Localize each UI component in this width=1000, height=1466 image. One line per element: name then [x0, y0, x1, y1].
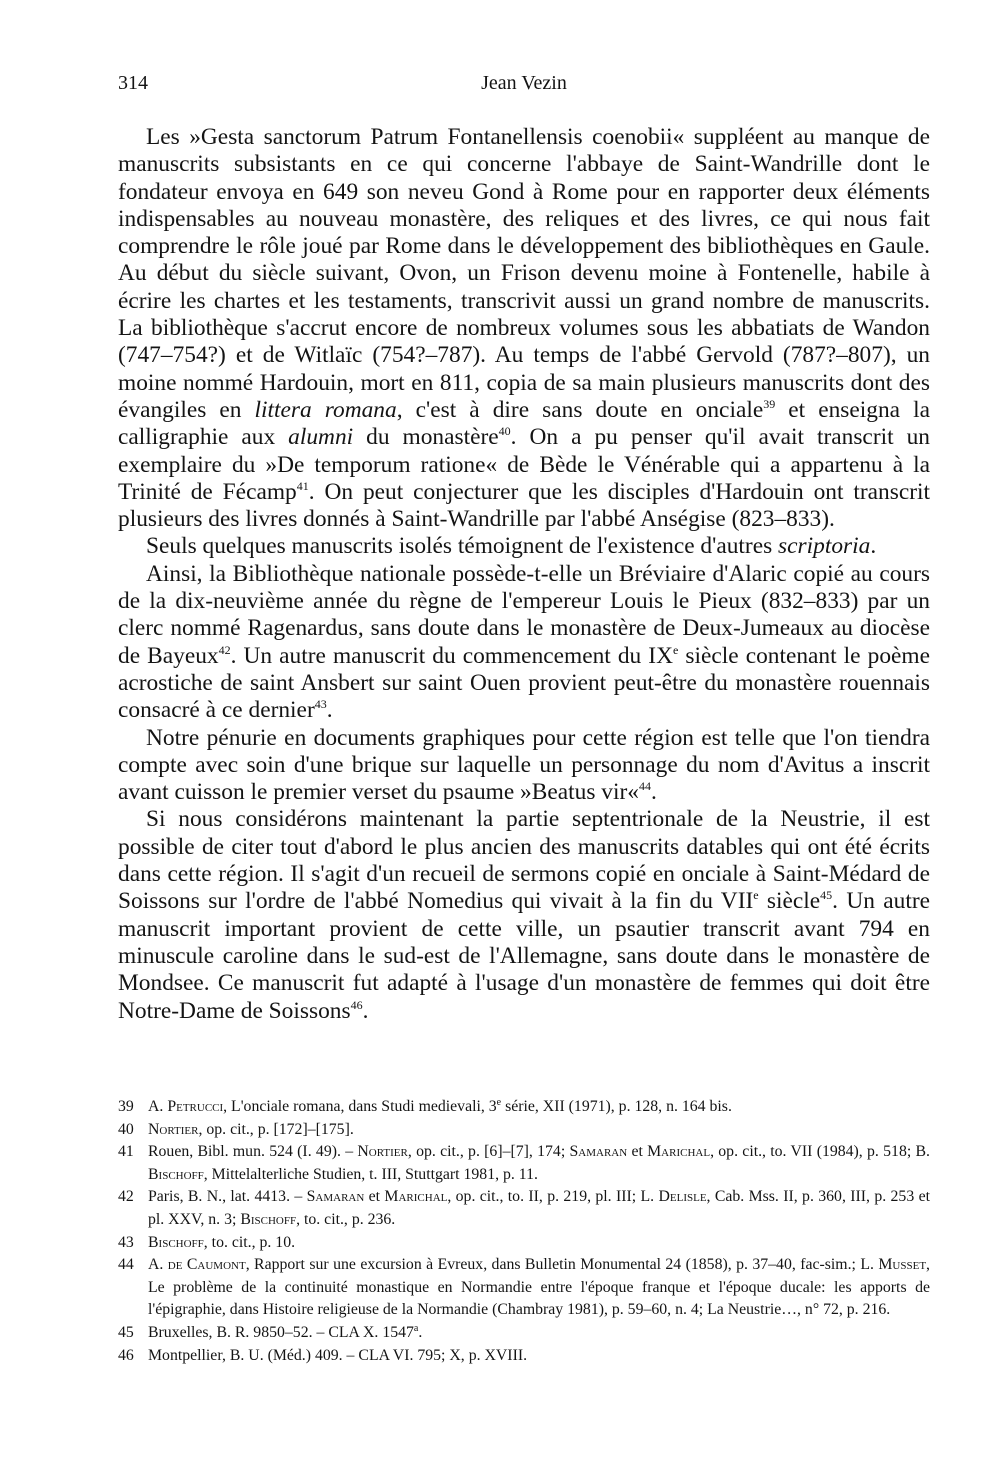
- footnote-ref: 44: [638, 779, 651, 794]
- italic-text: scriptoria: [778, 533, 871, 560]
- text-run: et enseigna la calligraphie aux: [118, 396, 930, 451]
- text-run: siècle contenant le poème acrostiche de saint Ansbert sur saint Ouen provient peut-être du monastère rouennais consacré à ce dernier: [118, 642, 930, 724]
- body-text: [118, 124, 930, 1025]
- footnote-ref: 40: [498, 424, 511, 439]
- text-run: Ainsi, la Bibliothèque nationale possède-t-elle un Bréviaire d'Alaric copié au cours de la dix-neuvième année du règne de l'empereur Louis le Pieux (832–833) par un clerc nommé Ragenardus, sans doute dans le monastère de Deux-Jumeaux au diocèse de Bayeux: [118, 560, 930, 669]
- text-run: , L'onciale romana, dans Studi medievali, 3: [223, 1098, 497, 1115]
- footnote: [118, 1141, 930, 1186]
- text-run: , op. cit., to. II, p. 219, pl. III; L.: [447, 1188, 659, 1206]
- italic-text: alumni: [288, 424, 354, 451]
- paragraph: [118, 725, 930, 807]
- author-name: de Caumont: [167, 1256, 246, 1274]
- text-run: Notre pénurie en documents graphiques pour cette région est telle que l'on tiendra compte avec soin d'une brique sur laquelle un personnage du nom d'Avitus a inscrit avant cuisson le premier verset du psaume »Beatus vir«: [118, 724, 930, 806]
- footnote-ref: 45: [820, 888, 833, 903]
- text-run: Si nous considérons maintenant la partie septentrionale de la Neustrie, il est possible de citer tout d'abord le plus ancien des manuscrits datables qui ont été écrits dans cette région. Il s'agit d'un recueil de sermons copié en onciale à Saint-Médard de Soissons sur l'ordre de l'abbé Nomedius qui vivait à la fin du VII: [118, 806, 930, 915]
- paragraph: [118, 561, 930, 725]
- text-run: A.: [148, 1256, 168, 1274]
- footnote: [118, 1254, 930, 1322]
- text-run: , Le problème de la continuité monastique en Normandie entre l'époque franque et l'époque ducale: les apports de l'épigraphie, dans Histoire religieuse de la Normandie (Chambray 1981), p. 59–60, n. 4; La Neustrie…, n° 72, p. 216.: [148, 1256, 930, 1319]
- text-run: du monastère: [353, 424, 499, 451]
- text-run: série, XII (1971), p. 128, n. 164 bis.: [501, 1098, 732, 1115]
- text-run: A.: [148, 1098, 168, 1115]
- text-run: , op. cit., p. [172]–[175].: [198, 1120, 354, 1138]
- footnote: [118, 1186, 930, 1231]
- author-name: Musset: [878, 1256, 927, 1274]
- text-run: Montpellier, B. U. (Méd.) 409. – CLA VI. 795; X, p. XVIII.: [148, 1346, 528, 1364]
- page-number: 314: [118, 72, 148, 94]
- superscript: e: [673, 642, 679, 657]
- author-name: Marichal: [647, 1143, 711, 1161]
- paragraph: [118, 533, 930, 560]
- running-head-author: Jean Vezin: [481, 72, 567, 94]
- text-run: , to. cit., p. 10.: [203, 1233, 296, 1251]
- text-run: siècle: [758, 888, 821, 915]
- text-run: et: [364, 1188, 385, 1206]
- author-name: Nortier: [357, 1143, 408, 1161]
- footnote: [118, 1345, 930, 1368]
- footnote-number: 45: [118, 1323, 134, 1341]
- paragraph: [118, 806, 930, 1024]
- author-name: Nortier: [148, 1120, 199, 1138]
- text-run: Bruxelles, B. R. 9850–52. – CLA X. 1547: [148, 1323, 414, 1341]
- footnote: [118, 1322, 930, 1345]
- text-run: .: [362, 997, 369, 1024]
- footnote-number: 41: [118, 1143, 134, 1161]
- text-run: . Un autre manuscrit important provient de cette ville, un psautier transcrit avant 794 en minuscule caroline dans le sud-est de l'Allemagne, sans doute dans le monastère de Mondsee. Ce manuscrit fut adapté à l'usage d'un monastère de femmes qui doit être Notre-Dame de Soissons: [118, 888, 930, 1024]
- italic-text: littera romana: [254, 396, 397, 423]
- footnote-number: 40: [118, 1120, 134, 1138]
- footnotes: [118, 1096, 930, 1367]
- text-run: , Rapport sur une excursion à Evreux, dans Bulletin Monumental 24 (1858), p. 37–40, fac-sim.; L.: [245, 1256, 879, 1274]
- footnote-number: 44: [118, 1256, 134, 1274]
- author-name: Bischoff: [240, 1210, 297, 1228]
- text-run: , Mittelalterliche Studien, t. III, Stuttgart 1981, p. 11.: [203, 1165, 538, 1183]
- footnote-ref: 42: [218, 642, 231, 657]
- footnote: [118, 1119, 930, 1142]
- text-run: . Un autre manuscrit du commencement du IX: [230, 642, 673, 669]
- footnote-ref: 43: [314, 697, 327, 712]
- text-run: .: [418, 1323, 423, 1341]
- text-run: .: [870, 533, 877, 560]
- author-name: Samaran: [569, 1143, 628, 1161]
- text-run: , to. cit., p. 236.: [296, 1210, 396, 1228]
- text-run: , Cab. Mss. II, p. 360, III, p. 253 et pl. XXV, n. 3;: [148, 1188, 930, 1228]
- footnote-number: 46: [118, 1346, 134, 1364]
- text-run: . On a pu penser qu'il avait transcrit un exemplaire du »De temporum ratione« de Bède le Vénérable qui a appartenu à la Trinité de Fécamp: [118, 424, 930, 505]
- text-run: .: [650, 779, 657, 806]
- footnote-ref: 39: [763, 396, 776, 411]
- text-run: . On peut conjecturer que les disciples d'Hardouin ont transcrit plusieurs des livres donnés à Saint-Wandrille par l'abbé Anségise (823–833).: [118, 478, 930, 533]
- footnote: [118, 1096, 930, 1119]
- text-run: Seuls quelques manuscrits isolés témoignent de l'existence d'autres: [146, 533, 779, 560]
- author-name: Samaran: [306, 1188, 365, 1206]
- author-name: Delisle: [658, 1188, 707, 1206]
- text-run: , c'est à dire sans doute en onciale: [396, 396, 764, 423]
- author-name: Petrucci: [167, 1098, 224, 1115]
- author-name: Bischoff: [148, 1165, 204, 1183]
- superscript: a: [413, 1322, 419, 1334]
- footnote-ref: 41: [296, 478, 309, 493]
- superscript: e: [496, 1097, 502, 1108]
- author-name: Bischoff: [148, 1233, 204, 1251]
- paragraph: [118, 124, 930, 533]
- text-run: Rouen, Bibl. mun. 524 (I. 49). –: [148, 1143, 358, 1161]
- author-name: Marichal: [384, 1188, 448, 1206]
- running-header: [118, 72, 930, 108]
- footnote-number: 42: [118, 1188, 134, 1206]
- text-run: .: [326, 697, 333, 724]
- footnote: [118, 1232, 930, 1255]
- text-run: Les »Gesta sanctorum Patrum Fontanellensis coenobii« suppléent au manque de manuscrits subsistants en ce qui concerne l'abbaye de Saint-Wandrille dont le fondateur envoya en 649 son neveu Gond à Rome pour en rapporter deux éléments indispensables au nouveau monastère, des reliques et des livres, ce qui nous fait comprendre le rôle joué par Rome dans le développement des bibliothèques en Gaule. Au début du siècle suivant, Ovon, un Frison devenu moine à Fontenelle, habile à écrire les chartes et les testaments, transcrivit aussi un grand nombre de manuscrits. La bibliothèque s'accrut encore de nombreux volumes sous les abbatiats de Wandon (747–754?) et de Witlaïc (754?–787). Au temps de l'abbé Gervold (787?–807), un moine nommé Hardouin, mort en 811, copia de sa main plusieurs manuscrits dont des évangiles en: [118, 124, 930, 423]
- text-run: et: [627, 1143, 648, 1161]
- text-run: Paris, B. N., lat. 4413. –: [148, 1188, 307, 1206]
- text-run: , op. cit., to. VII (1984), p. 518; B.: [710, 1143, 930, 1161]
- footnote-number: 39: [118, 1098, 134, 1115]
- superscript: e: [753, 888, 759, 903]
- footnote-number: 43: [118, 1233, 134, 1251]
- footnote-ref: 46: [350, 997, 363, 1012]
- text-run: , op. cit., p. [6]–[7], 174;: [407, 1143, 570, 1161]
